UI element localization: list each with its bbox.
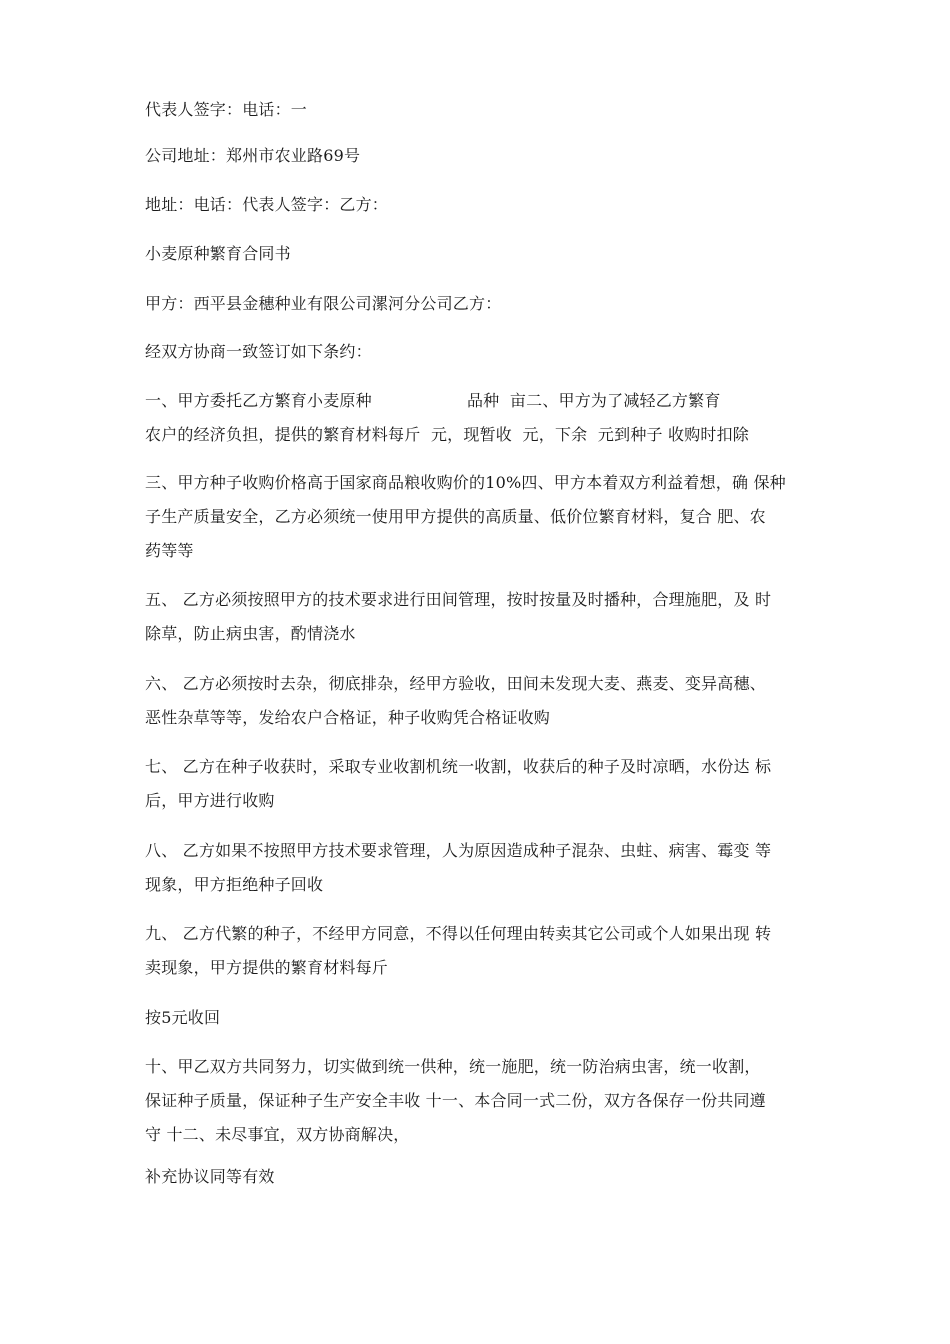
clause-6-line-2: 恶性杂草等等，发给农户合格证，种子收购凭合格证收购 [145, 708, 551, 727]
clause-3-4-line-3: 药等等 [145, 541, 194, 560]
clause-3-4-line-1: 三、甲方种子收购价格高于国家商品粮收购价的10%四、甲方本着双方利益着想，确 保种 [145, 473, 786, 492]
address-party-b-line: 地址：电话：代表人签字：乙方： [145, 195, 389, 214]
signature-phone-line: 代表人签字：电话：一 [145, 100, 308, 119]
clause-8-line-2: 现象，甲方拒绝种子回收 [145, 875, 324, 894]
company-address-line: 公司地址：郑州市农业路69号 [145, 146, 361, 165]
clause-9-line-2: 卖现象，甲方提供的繁育材料每斤 [145, 958, 389, 977]
clause-6-line-1: 六、 乙方必须按时去杂，彻底排杂，经甲方验收，田间未发现大麦、燕麦、变异高穗、 [145, 674, 766, 693]
clause-7-line-1: 七、 乙方在种子收获时，采取专业收割机统一收割，收获后的种子及时凉晒，水份达 标 [145, 757, 772, 776]
supplementary-agreement-line: 补充协议同等有效 [145, 1167, 275, 1186]
party-a-line: 甲方：西平县金穗种业有限公司漯河分公司乙方： [145, 294, 502, 313]
clause-8-line-1: 八、 乙方如果不按照甲方技术要求管理，人为原因造成种子混杂、虫蛀、病害、霉变 等 [145, 841, 772, 860]
clause-3-4-line-2: 子生产质量安全，乙方必须统一使用甲方提供的高质量、低价位繁育材料，复合 肥、农 [145, 507, 766, 526]
clause-5-line-1: 五、 乙方必须按照甲方的技术要求进行田间管理，按时按量及时播种，合理施肥，及 时 [145, 590, 772, 609]
clause-1-2-line-2: 农户的经济负担，提供的繁育材料每斤 元，现暂收 元，下余 元到种子 收购时扣除 [145, 425, 750, 444]
clause-9-line-1: 九、 乙方代繁的种子，不经甲方同意，不得以任何理由转卖其它公司或个人如果出现 转 [145, 924, 772, 943]
clause-10-12-line-3: 守 十二、未尽事宜，双方协商解决， [145, 1125, 410, 1144]
agreement-intro: 经双方协商一致签订如下条约： [145, 342, 372, 361]
contract-title: 小麦原种繁育合同书 [145, 244, 291, 263]
clause-9-line-3: 按5元收回 [145, 1008, 221, 1027]
clause-7-line-2: 后，甲方进行收购 [145, 791, 275, 810]
clause-1-2-line-1: 一、甲方委托乙方繁育小麦原种 品种 亩二、甲方为了减轻乙方繁育 [145, 391, 721, 410]
clause-10-12-line-1: 十、甲乙双方共同努力，切实做到统一供种，统一施肥，统一防治病虫害，统一收割， [145, 1057, 761, 1076]
clause-5-line-2: 除草，防止病虫害，酌情浇水 [145, 624, 356, 643]
clause-10-12-line-2: 保证种子质量，保证种子生产安全丰收 十一、本合同一式二份，双方各保存一份共同遵 [145, 1091, 766, 1110]
